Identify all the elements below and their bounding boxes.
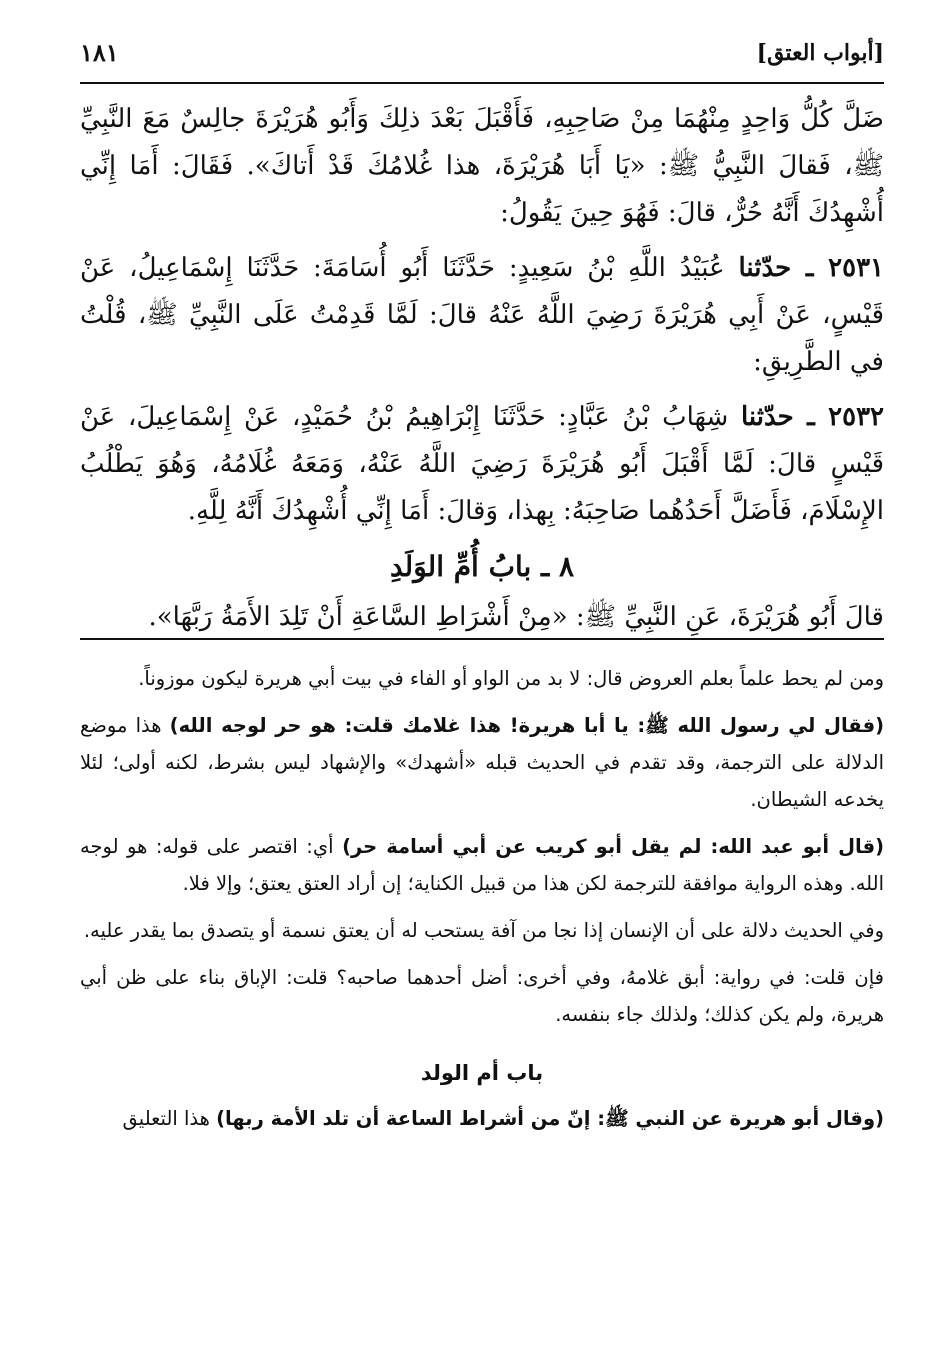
hadith-text: شِهَابُ بْنُ عَبَّادٍ: حَدَّثَنَا إِبْرَاهِيمُ بْنُ حُمَيْدٍ، عَنْ إِسْمَاعِيلَ، عَنْ قَيْسٍ قالَ: لَمَّا أَقْبَلَ أَبُو هُرَيْرَةَ رَضِيَ اللَّهُ عَنْهُ، وَمَعَهُ غُلَامُهُ، وَهُوَ يَطْلُبُ الإِسْلَامَ، فَأَضَلَّ أَحَدُهُما صَاحِبَهُ: بِهذا، وَقالَ: أَمَا إِنِّي أُشْهِدُكَ أَنَّهُ لِلَّهِ.: [80, 402, 884, 526]
commentary-paragraph: [80, 707, 884, 818]
page-header: [80, 30, 884, 90]
footnote-rule: [80, 638, 884, 640]
commentary-paragraph: ومن لم يحط علماً بعلم العروض قال: لا بد من الواو أو الفاء في بيت أبي هريرة ليكون موزوناً.: [138, 667, 884, 690]
commentary-text: هذا التعليق: [122, 1107, 210, 1130]
commentary-text: أي: اقتصر على قوله: هو لوجه الله. وهذه الرواية موافقة للترجمة لكن هذا من قبيل الكناية؛ إن أراد العتق يعتق؛ وإلا فلا.: [80, 835, 884, 895]
hadith-number: ٢٥٣١ ـ حدّثنا: [738, 253, 885, 283]
commentary-text: هذا موضع الدلالة على الترجمة، وقد تقدم في الحديث قبله «أشهدك» والإشهاد ليس بشرط، لكنه أولى؛ لئلا يخدعه الشيطان.: [80, 714, 884, 811]
commentary-quote: (وقال أبو هريرة عن النبي ﷺ: إنّ من أشراط الساعة أن تلد الأمة ربها): [216, 1107, 884, 1130]
page-number: ١٨١: [80, 38, 119, 67]
commentary: [80, 660, 884, 1147]
commentary-quote: (فقال لي رسول الله ﷺ: يا أبا هريرة! هذا غلامك قلت: هو حر لوجه الله): [169, 714, 885, 737]
commentary-subtitle: باب أم الولد: [420, 1061, 544, 1085]
running-title: [أبواب العتق]: [756, 40, 884, 66]
main-paragraph: ضَلَّ كُلُّ وَاحِدٍ مِنْهُمَا مِنْ صَاحِبِهِ، فَأَقْبَلَ بَعْدَ ذلِكَ وَأَبُو هُرَيْرَةَ جالِسٌ مَعَ النَّبِيِّ ﷺ، فَقالَ النَّبِيُّ ﷺ: «يَا أَبَا هُرَيْرَةَ، هذا غُلامُكَ قَدْ أَتاكَ». فَقَالَ: أَمَا إِنِّي أُشْهِدُكَ أَنَّهُ حُرٌّ، قالَ: فَهُوَ حِينَ يَقُولُ:: [80, 104, 884, 228]
header-rule: [80, 82, 884, 84]
main-text: [80, 96, 884, 649]
commentary-paragraph: وفي الحديث دلالة على أن الإنسان إذا نجا من آفة يستحب له أن يعتق نسمة أو يتصدق بما يقدر عليه.: [83, 919, 884, 942]
hadith-text: عُبَيْدُ اللَّهِ بْنُ سَعِيدٍ: حَدَّثَنَا أَبُو أُسَامَةَ: حَدَّثَنَا إِسْمَاعِيلُ، عَنْ قَيْسٍ، عَنْ أَبِي هُرَيْرَةَ رَضِيَ اللَّهُ عَنْهُ قالَ: لَمَّا قَدِمْتُ عَلَى النَّبِيِّ ﷺ، قُلْتُ في الطَّرِيقِ:: [80, 253, 884, 377]
hadith-2532: [80, 394, 884, 535]
chapter-text: قالَ أَبُو هُرَيْرَةَ، عَنِ النَّبِيِّ ﷺ: «مِنْ أَشْرَاطِ السَّاعَةِ أَنْ تَلِدَ الأَمَةُ رَبَّهَا».: [148, 602, 884, 632]
commentary-quote: (قال أبو عبد الله: لم يقل أبو كريب عن أبي أسامة حر): [342, 835, 885, 858]
commentary-paragraph: فإن قلت: في رواية: أبق غلامهُ، وفي أخرى: أضل أحدهما صاحبه؟ قلت: الإباق بناء على ظن أبي هريرة، ولم يكن كذلك؛ ولذلك جاء بنفسه.: [80, 966, 884, 1026]
commentary-paragraph: [80, 828, 884, 902]
commentary-paragraph: [80, 1100, 884, 1137]
chapter-title: ٨ ـ بابُ أُمِّ الوَلَدِ: [389, 550, 575, 583]
hadith-number: ٢٥٣٢ ـ حدّثنا: [740, 402, 885, 432]
hadith-2531: [80, 245, 884, 386]
